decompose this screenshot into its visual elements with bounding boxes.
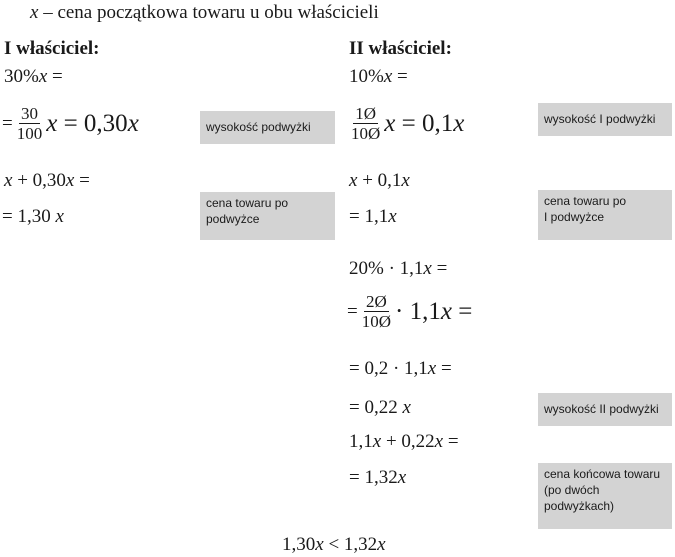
right-line-6: = $\frac{2Ø}{10Ø}$ · 1,1x = [347,292,473,331]
note-price-after-raise: cena towaru po podwyżce [200,192,335,240]
note-first-raise-amount: wysokość I podwyżki [538,103,672,136]
left-line-3: x + 0,30x = [4,170,90,191]
right-line-8: = 0,22 x [349,397,411,418]
note-price-after-first-raise: cena towaru po I podwyżce [538,190,672,240]
left-heading: I właściciel: [4,38,100,59]
right-line-2: $\frac{1Ø}{10Ø}$ x = 0,1x [351,104,465,143]
right-heading: II właściciel: [349,38,452,59]
right-line-10: = 1,32x [349,467,407,488]
left-line-2: = $\frac{30}{100}$ x = 0,30x [2,104,139,143]
note-raise-amount: wysokość podwyżki [200,111,335,144]
right-line-4: = 1,1x [349,206,397,227]
fraction: $\frac{2Ø}{10Ø}$ [361,292,391,331]
fraction: $\frac{1Ø}{10Ø}$ [351,104,381,143]
note-final-price: cena końcowa towaru (po dwóch podwyżkach) [538,463,672,529]
note-second-raise-amount: wysokość II podwyżki [538,393,672,426]
right-line-5: 20% · 1,1x = [349,258,448,279]
right-line-7: = 0,2 · 1,1x = [349,358,452,379]
left-line-4: = 1,30 x [2,206,64,227]
right-line-3: x + 0,1x [349,170,410,191]
fraction: $\frac{30}{100}$ [16,104,43,143]
left-line-1: 30%x = [4,66,63,87]
right-line-9: 1,1x + 0,22x = [349,431,459,452]
final-comparison: 1,30x < 1,32x [282,534,386,555]
page-title: x – cena początkowa towaru u obu właścicieli [30,2,379,23]
right-line-1: 10%x = [349,66,408,87]
